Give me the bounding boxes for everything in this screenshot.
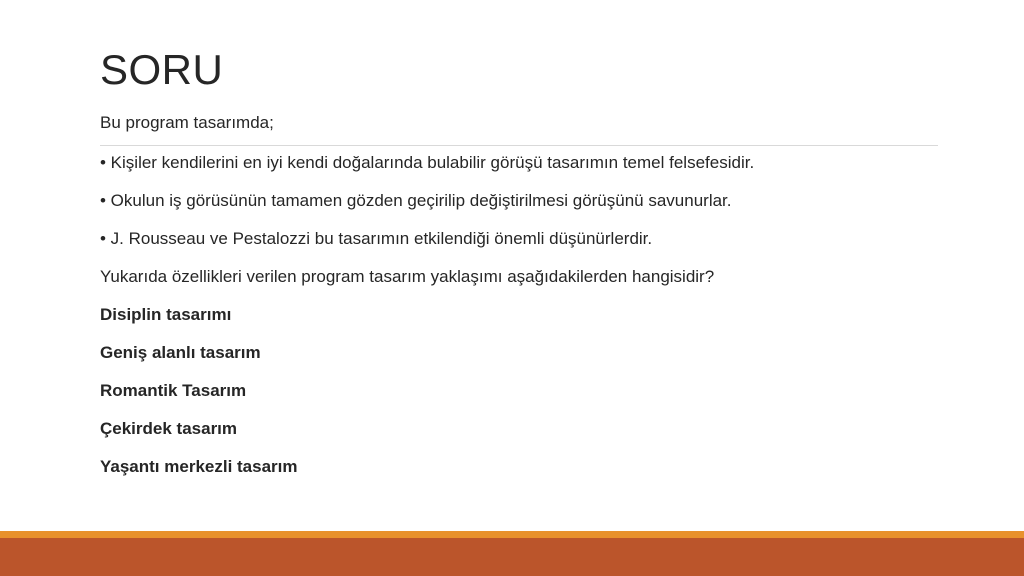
bullet-item: • J. Rousseau ve Pestalozzi bu tasarımın etkilendiği önemli düşünürlerdir. — [100, 229, 653, 248]
answer-option: Geniş alanlı tasarım — [100, 343, 261, 362]
slide-subtitle: Bu program tasarımda; — [100, 113, 274, 132]
answer-option: Romantik Tasarım — [100, 381, 247, 400]
answer-option: Yaşantı merkezli tasarım — [100, 457, 298, 476]
slide-body — [100, 150, 940, 492]
title-divider — [100, 145, 938, 146]
answer-option: Disiplin tasarımı — [100, 305, 232, 324]
footer-accent-bar-light — [0, 531, 1024, 538]
bullet-item: • Okulun iş görüsünün tamamen gözden geçirilip değiştirilmesi görüşünü savunurlar. — [100, 191, 732, 210]
footer-accent-bar-dark — [0, 538, 1024, 576]
bullet-item: • Kişiler kendilerini en iyi kendi doğalarında bulabilir görüşü tasarımın temel felsefesidir. — [100, 153, 755, 172]
answer-option: Çekirdek tasarım — [100, 419, 238, 438]
slide-title: SORU — [100, 46, 224, 93]
question-text: Yukarıda özellikleri verilen program tasarım yaklaşımı aşağıdakilerden hangisidir? — [100, 267, 715, 286]
